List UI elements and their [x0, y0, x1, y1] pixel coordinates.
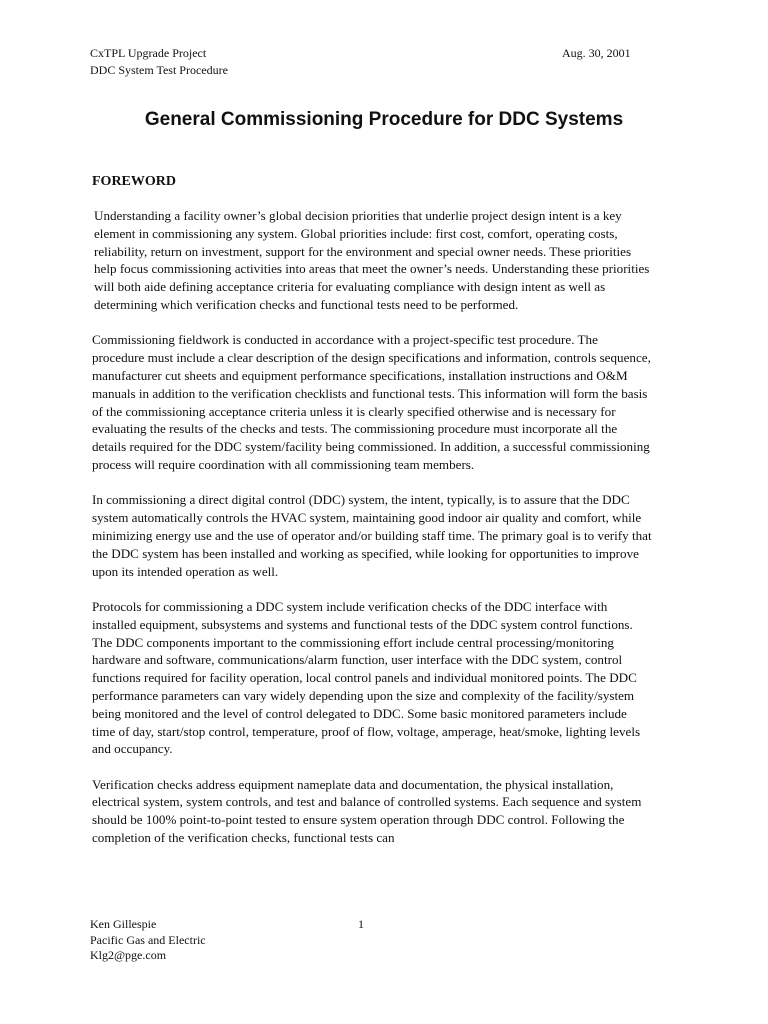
footer-company: Pacific Gas and Electric	[90, 932, 206, 947]
header-date: Aug. 30, 2001	[562, 46, 631, 60]
paragraph: Protocols for commissioning a DDC system include verification checks of the DDC interface with installed equipment, subsystems and systems and functional tests of the DDC system control functions. The DDC components important to the commissioning effort include central processing/monitoring hardware and software, communications/alarm function, user interface with the DDC system, control functions required for facility operation, local control panels and individual monitored points. The DDC performance parameters can vary widely depending upon the size and complexity of the facility/system being monitored and the level of control delegated to DDC. Some basic monitored parameters include time of day, start/stop control, temperature, proof of flow, voltage, amperage, heat/smoke, lighting levels and occupancy.	[92, 598, 641, 757]
footer-author-block	[90, 917, 206, 964]
paragraph: Understanding a facility owner’s global decision priorities that underlie project design intent is a key element in commissioning any system. Global priorities include: first cost, comfort, operating costs, reliability, return on investment, support for the environment and special owner needs. These priorities help focus commissioning activities into areas that meet the owner’s needs. Understanding these priorities will both aide defining acceptance criteria for evaluating compliance with design intent as well as determining which verification checks and functional tests need to be performed.	[94, 208, 650, 312]
header-project: CxTPL Upgrade Project	[90, 46, 207, 60]
paragraph: Commissioning fieldwork is conducted in accordance with a project-specific test procedure. The procedure must include a clear description of the design specifications and information, controls sequence, manufacturer cut sheets and equipment performance specifications, installation instructions and O&M manuals in addition to the verification checklists and functional tests. This information will form the basis of the commissioning acceptance criteria unless it is clearly specified otherwise and is necessary for evaluating the results of the checks and tests. The commissioning procedure must incorporate all the details required for the DDC system/facility being commissioned. In addition, a successful commissioning process will require coordination with all commissioning team members.	[92, 332, 651, 472]
header-procedure: DDC System Test Procedure	[90, 63, 228, 77]
paragraph: Verification checks address equipment nameplate data and documentation, the physical installation, electrical system, system controls, and test and balance of controlled systems. Each sequence and system should be 100% point-to-point tested to ensure system operation through DDC control. Following the completion of the verification checks, functional tests can	[92, 776, 642, 846]
body-text	[92, 207, 652, 864]
document-title: General Commissioning Procedure for DDC Systems	[144, 109, 624, 130]
footer-author: Ken Gillespie	[90, 917, 157, 931]
section-heading: FOREWORD	[92, 174, 176, 189]
paragraph: In commissioning a direct digital control (DDC) system, the intent, typically, is to assure that the DDC system automatically controls the HVAC system, maintaining good indoor air quality and comfort, while minimizing energy use and the use of operator and/or building staff time. The primary goal is to verify that the DDC system has been installed and working as specified, while looking for opportunities to improve upon its intended operation as well.	[92, 492, 652, 579]
header-left	[90, 45, 228, 79]
page-number: 1	[358, 917, 364, 931]
footer-email: Klg2@pge.com	[90, 948, 167, 962]
